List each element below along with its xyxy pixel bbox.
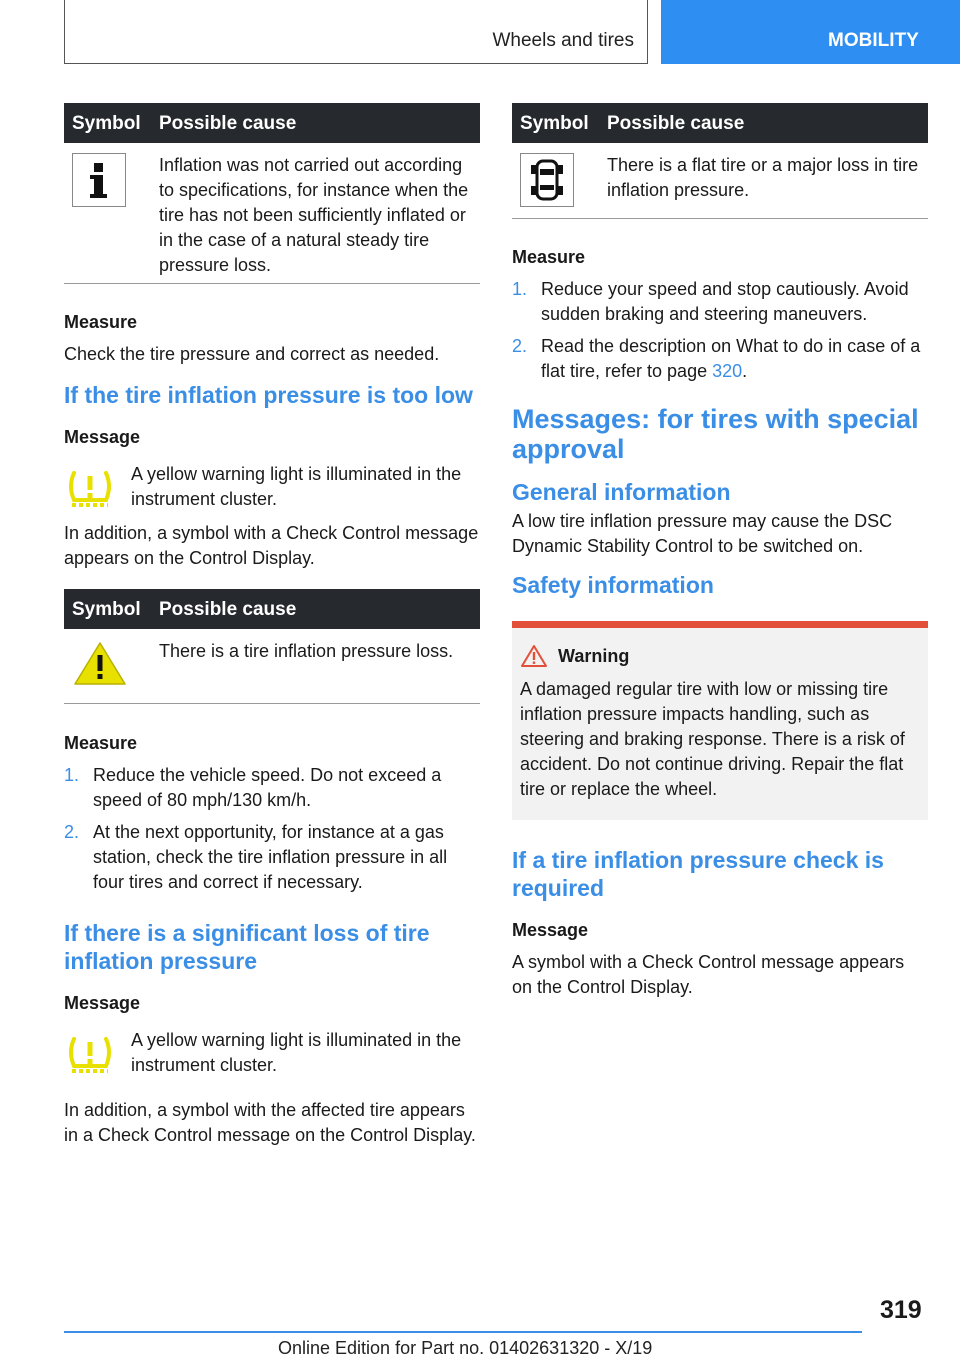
header-section-box [64,0,648,64]
message-line [64,462,480,512]
col-possible-cause: Possible cause [607,113,745,134]
table-header [64,103,480,143]
measure-label: Measure [64,733,138,753]
heading-significant-loss: If there is a significant loss of tire inflation pressure [64,920,430,974]
possible-cause-text: There is a flat tire or a major loss in tire inflation pressure. [607,155,919,200]
step-number: 1. [64,765,80,785]
step-text-end: . [742,361,748,381]
header-section-title: Wheels and tires [492,30,634,51]
edition-text: Online Edition for Part no. 01402631320 - X/19 [278,1338,653,1358]
tire-pressure-warning-icon [66,1034,114,1083]
step-number: 2. [64,822,80,842]
col-symbol: Symbol [520,113,589,134]
step-text: At the next opportunity, for instance at a gas station, check the tire inflation pressure in all four tires and correct if necessary. [93,822,448,892]
flat-tire-car-icon [520,153,574,207]
header-chapter-tab[interactable] [661,0,960,64]
heading-check-required: If a tire inflation pressure check is required [512,847,884,901]
step-number: 2. [512,336,528,356]
tire-pressure-warning-icon [66,468,114,517]
step-text: Read the description on What to do in case of a flat tire, refer to page [541,336,921,381]
symbol-table-2 [64,589,480,704]
heading-special-approval: Messages: for tires with special approval [512,404,919,464]
message-text: A symbol with a Check Control message appears on the Control Display. [512,952,905,997]
symbol-table-3 [512,103,928,219]
warning-text: A damaged regular tire with low or missing tire inflation pressure impacts handling, such as steering and braking response. There is a risk of accident. Do not continue driving. Repair the flat tire or replace the wheel. [520,679,905,799]
list-item [64,763,480,813]
warning-triangle-icon [72,639,128,694]
header-chapter-title: MOBILITY [828,30,919,51]
table-row [64,143,480,284]
warning-icon [520,644,548,668]
page-link[interactable]: 320 [712,361,743,381]
possible-cause-text: Inflation was not carried out according to specifications, for instance when the tire has not been sufficiently inflated or in the case of a natural steady tire pressure loss. [159,155,469,275]
message-text: A yellow warning light is illuminated in the instrument cluster. [131,1030,462,1075]
col-symbol: Symbol [72,599,141,620]
footer-divider [64,1331,862,1333]
message-label: Message [64,427,141,447]
step-number: 1. [512,279,528,299]
heading-pressure-too-low: If the tire inflation pressure is too low [64,382,473,408]
table-header [512,103,928,143]
heading-general-information: General information [512,479,731,505]
col-possible-cause: Possible cause [159,599,297,620]
heading-safety-information: Safety information [512,572,714,598]
addition-text: In addition, a symbol with the affected tire appears in a Check Control message on the Control Display. [64,1100,476,1145]
left-column [64,103,480,1148]
step-text: Reduce the vehicle speed. Do not exceed a speed of 80 mph/130 km/h. [93,765,442,810]
step-text: Reduce your speed and stop cautiously. Avoid sudden braking and steering maneuvers. [541,279,909,324]
measure-label: Measure [512,247,586,267]
list-item [512,277,928,327]
list-item [64,820,480,895]
table-row [512,143,928,219]
info-icon [72,153,126,207]
page-number: 319 [880,1296,922,1324]
warning-title [520,644,920,669]
measure-text: Check the tire pressure and correct as needed. [64,344,440,364]
col-possible-cause: Possible cause [159,113,297,134]
table-row [64,629,480,704]
general-information-text: A low tire inflation pressure may cause the DSC Dynamic Stability Control to be switched on. [512,511,893,556]
message-line [64,1028,480,1078]
col-symbol: Symbol [72,113,141,134]
list-item [512,334,928,384]
warning-box [512,621,928,820]
measure-label: Measure [64,312,138,332]
message-label: Message [512,920,589,940]
table-header [64,589,480,629]
symbol-table-1 [64,103,480,284]
possible-cause-text: There is a tire inflation pressure loss. [159,641,454,661]
right-column [512,103,928,1000]
warning-title-text: Warning [558,646,630,666]
message-label: Message [64,993,141,1013]
message-text: A yellow warning light is illuminated in the instrument cluster. [131,464,462,509]
addition-text: In addition, a symbol with a Check Control message appears on the Control Display. [64,523,479,568]
